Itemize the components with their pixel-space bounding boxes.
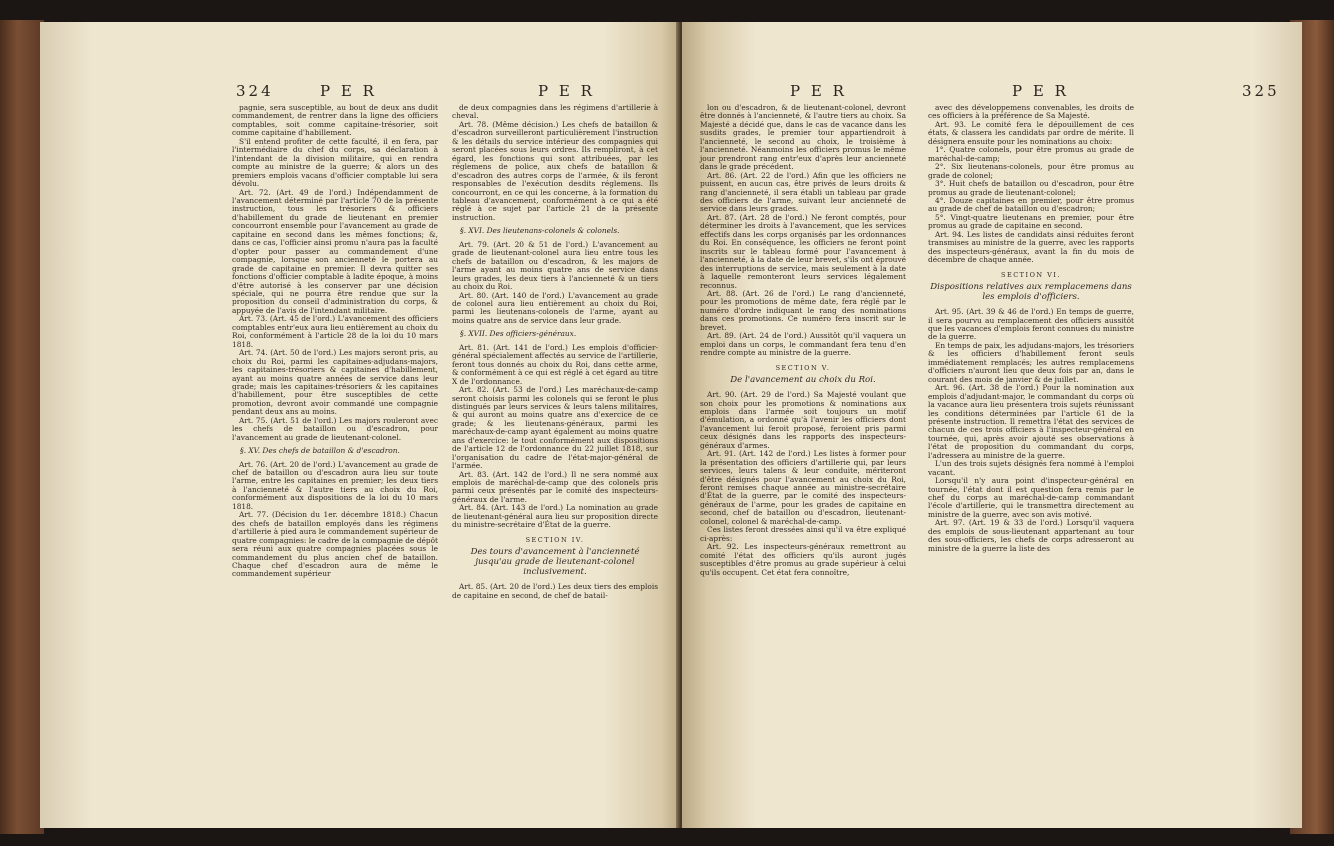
left-col2-paragraphs-end: [452, 583, 658, 600]
right-column-2: [928, 104, 1134, 553]
right-col2-paragraphs: [928, 104, 1134, 265]
paragraph: 4°. Douze capitaines en premier, pour être promus au grade de chef de bataillon ou d'escadron;: [928, 195, 1134, 214]
left-running-head-1: P E R: [320, 82, 377, 100]
paragraph: Art. 90. (Art. 29 de l'ord.) Sa Majesté voulant que son choix pour les promotions & nominations aux emplois dans l'armée soit toujours un motif d'émulation, a ordonné qu'à l'avenir les officiers dont l'avancement lui feroit proposé, feroient pris parmi ceux désignés dans les rapports des inspecteurs-généraux d'armes.: [700, 390, 906, 450]
section-heading-xvi: §. XVI. Des lieutenans-colonels & colonels.: [460, 226, 620, 236]
section-heading-xvii: §. XVII. Des officiers-généraux.: [460, 329, 577, 339]
left-column-2: [452, 104, 658, 600]
section-vi-label: SECTION VI.: [1001, 270, 1061, 279]
paragraph: Art. 81. (Art. 141 de l'ord.) Les emplois d'officier-général spécialement affectés au service de l'artillerie, feront tous donnés au choix du Roi, dans cette arme, & conformément à ce qui est réglé à cet égard au titre X de l'ordonnance.: [452, 342, 659, 386]
left-running-head-2: P E R: [538, 82, 595, 100]
paragraph: Lorsqu'il n'y aura point d'inspecteur-général en tournée, l'état dont il est question fera remis par le chef du corps au maréchal-de-camp commandant l'école d'artillerie, qui le transmettra directement au ministre de la guerre, avec son avis motivé.: [928, 476, 1134, 519]
paragraph: lon ou d'escadron, & de lieutenant-colonel, devront être donnés à l'ancienneté, & l'autre tiers au choix. Sa Majesté a décidé que, dans le cas de vacance dans les susdits grades, le premier tour appartiendroit à l'ancienneté, le second au choix, le troisième à l'ancienneté. Néanmoins les officiers promus le même jour prendront rang entr'eux d'après leur ancienneté dans le grade précédent.: [700, 103, 906, 172]
section-iv-title: Des tours d'avancement à l'ancienneté jusqu'au grade de lieutenant-colonel inclusivement.: [470, 547, 640, 578]
paragraph: Art. 76. (Art. 20 de l'ord.) L'avancement au grade de chef de bataillon ou d'escadron aura lieu sur toute l'arme, entre les capitaines en premier; les deux tiers à l'ancienneté & l'autre tiers au choix du Roi, conformément aux dispositions de la loi du 10 mars 1818.: [232, 459, 438, 511]
right-running-head-2: P E R: [1012, 82, 1069, 100]
paragraph: Art. 75. (Art. 51 de l'ord.) Les majors rouleront avec les chefs de bataillon ou d'escadron, pour l'avancement au grade de lieutenant-colonel.: [232, 415, 438, 442]
paragraph: Art. 72. (Art. 49 de l'ord.) Indépendamment de l'avancement déterminé par l'article 70 de la présente instruction, tous les trésoriers & officiers d'habillement du grade de lieutenant en premier concourront ensemble pour l'avancement au grade de capitaine en second dans les mêmes fonctions; &, dans ce cas, l'officier ainsi promu n'aura pas la faculté d'opter pour passer au commandement d'une compagnie, lorsque son ancienneté le portera au grade de capitaine en premier. Il devra quitter ses fonctions d'officier comptable à ladite époque, à moins d'être autorisé à les conserver par une décision spéciale, qui ne pourra être rendue que sur la proposition du conseil d'administration du corps, & appuyée de l'avis de l'intendant militaire.: [232, 187, 438, 315]
paragraph: L'un des trois sujets désignés fera nommé à l'emploi vacant.: [928, 459, 1134, 477]
paragraph: Art. 94. Les listes de candidats ainsi réduites feront transmises au ministre de la guerre, avec les rapports des inspecteurs-généraux, avant la fin du mois de décembre de chaque année.: [928, 229, 1134, 265]
paragraph: Art. 74. (Art. 50 de l'ord.) Les majors seront pris, au choix du Roi, parmi les capitaines-adjudans-majors, les capitaines-trésoriers & capitaines d'habillement, ayant au moins quatre années de service dans leur grade; mais les capitaines-trésoriers & les capitaines d'habillement, pour être susceptibles de cette promotion, devront avoir commandé une compagnie pendant deux ans au moins.: [232, 348, 438, 417]
left-page-number: 324: [236, 82, 274, 100]
left-col2-paragraphs-after: [452, 344, 658, 530]
paragraph: Art. 89. (Art. 24 de l'ord.) Aussitôt qu'il vaquera un emploi dans un corps, le commandant fera tenu d'en rendre compte au ministre de la guerre.: [700, 331, 906, 358]
left-col1-paragraphs: [232, 104, 438, 442]
right-col1-paragraphs-after: [700, 391, 906, 577]
right-col2-paragraphs-after: [928, 308, 1134, 553]
left-column-1: [232, 104, 438, 579]
section-v-label: SECTION V.: [775, 363, 831, 372]
paragraph: Art. 91. (Art. 142 de l'ord.) Les listes à former pour la présentation des officiers d'artillerie qui, par leurs services, leurs talens & leur conduite, mériteront d'être désignés pour l'avancement au choix du Roi, feront remises chaque année au ministre-secrétaire d'État de la guerre, par le comité des inspecteurs-généraux de l'arme, pour les grades de capitaine en second, chef de bataillon ou d'escadron, lieutenant-colonel, colonel & maréchal-de-camp.: [700, 449, 906, 526]
paragraph: 2°. Six lieutenans-colonels, pour être promus au grade de colonel;: [928, 162, 1134, 180]
left-col2-paragraphs: [452, 104, 658, 222]
paragraph: Ces listes feront dressées ainsi qu'il va être expliqué ci-après:: [700, 525, 906, 543]
paragraph: Art. 92. Les inspecteurs-généraux remettront au comité l'état des officiers qu'ils auront jugés susceptibles d'être promus au grade supérieur à celui qu'ils occupent. Cet état fera connoître,: [700, 542, 906, 577]
paragraph: Art. 87. (Art. 28 de l'ord.) Ne feront comptés, pour déterminer les droits à l'avancement, que les services effectifs dans les corps organisés par les ordonnances du Roi. En conséquence, les officiers ne feront point inscrits sur le tableau formé pour l'avancement à l'ancienneté, à la date de leur brevet, s'ils ont éprouvé des interruptions de service, mais seulement à la date à laquelle remonteront leurs services légalement reconnus.: [700, 212, 906, 290]
paragraph: Art. 88. (Art. 26 de l'ord.) Le rang d'ancienneté, pour les promotions de même date, fera réglé par le numéro d'ordre indiquant le rang des nominations dans ces promotions. Ce numéro fera inscrit sur le brevet.: [700, 288, 906, 332]
paragraph: Art. 73. (Art. 45 de l'ord.) L'avancement des officiers comptables entr'eux aura lieu entièrement au choix du Roi, conformément à l'article 28 de la loi du 10 mars 1818.: [232, 314, 438, 349]
section-v-title: De l'avancement au choix du Roi.: [730, 375, 876, 386]
paragraph: Art. 85. (Art. 20 de l'ord.) Les deux tiers des emplois de capitaine en second, de chef de batail-: [452, 582, 658, 600]
right-page-number: 325: [1242, 82, 1280, 100]
paragraph: Art. 80. (Art. 140 de l'ord.) L'avancement au grade de colonel aura lieu entièrement au choix du Roi, parmi les lieutenans-colonels de l'arme, ayant au moins quatre ans de service dans leur grade.: [452, 290, 658, 325]
paragraph: Art. 86. (Art. 22 de l'ord.) Afin que les officiers ne puissent, en aucun cas, être privés de leurs droits & rang d'ancienneté, il sera établi un tableau par grade des officiers de l'arme, suivant leur ancienneté de service dans leurs grades.: [700, 170, 906, 214]
paragraph: Art. 97. (Art. 19 & 33 de l'ord.) Lorsqu'il vaquera des emplois de sous-lieutenant appartenant au tour des sous-officiers, les chefs de corps adresseront au ministre de la guerre la liste des: [928, 518, 1134, 553]
right-running-head-1: P E R: [790, 82, 847, 100]
left-page: [40, 22, 680, 828]
left-col2-paragraphs-mid: [452, 241, 658, 326]
paragraph: avec des développemens convenables, les droits de ces officiers à la préférence de Sa Majesté.: [928, 103, 1134, 121]
right-column-1: [700, 104, 906, 577]
paragraph: S'il entend profiter de cette faculté, il en fera, par l'intermédiaire du chef du corps, sa déclaration à l'intendant de la division militaire, qui en rendra compte au ministre de la guerre; & alors un des premiers emplois vacans d'officier comptable lui sera dévolu.: [232, 136, 438, 189]
paragraph: Art. 77. (Décision du 1er. décembre 1818.) Chacun des chefs de bataillon employés dans les régimens d'artillerie à pied aura le commandement supérieur de quatre compagnies: le cadre de la compagnie de dépôt sera réuni aux quatre compagnies placées sous le commandement du plus ancien chef de bataillon. Chaque chef d'escadron aura de même le commandement supérieur: [232, 510, 438, 579]
section-heading-xv: §. XV. Des chefs de bataillon & d'escadron.: [240, 446, 400, 456]
paragraph: Art. 78. (Même décision.) Les chefs de bataillon & d'escadron surveilleront particulièrement l'instruction & les détails du service intérieur des compagnies qui seront placées sous leurs ordres. Ils rempliront, à cet égard, les fonctions qui sont attribuées, par les réglemens de police, aux chefs de bataillon & d'escadron des autres corps de l'armée, & ils feront responsables de l'exécution desdits réglemens. Ils concourront, en ce qui les concerne, à la formation du tableau d'avancement, conformément à ce qui a été réglé à ce sujet par l'article 21 de la présente instruction.: [452, 119, 658, 222]
paragraph: En temps de paix, les adjudans-majors, les trésoriers & les officiers d'habillement feront seuls immédiatement remplacés; les autres remplacemens d'officiers n'auront lieu que deux fois par an, dans le courant des mois de janvier & de juillet.: [928, 340, 1134, 384]
paragraph: Art. 93. Le comité fera le dépouillement de ces états, & classera les candidats par ordre de mérite. Il désignera ensuite pour les nominations au choix:: [928, 119, 1134, 146]
section-vi-title: Dispositions relatives aux remplacemens dans les emplois d'officiers.: [930, 282, 1132, 303]
paragraph: Art. 83. (Art. 142 de l'ord.) Il ne sera nommé aux emplois de maréchal-de-camp que des colonels pris parmi ceux présentés par le comité des inspecteurs-généraux de l'arme.: [452, 469, 658, 504]
left-col1-paragraphs-after: [232, 461, 438, 579]
right-col1-paragraphs: [700, 104, 906, 358]
section-iv-label: SECTION IV.: [525, 535, 585, 544]
right-page: [682, 22, 1302, 828]
paragraph: Art. 84. (Art. 143 de l'ord.) La nomination au grade de lieutenant-général aura lieu sur proposition directe du ministre-secrétaire d'État de la guerre.: [452, 503, 658, 530]
paragraph: 1°. Quatre colonels, pour être promus au grade de maréchal-de-camp;: [928, 145, 1134, 163]
paragraph: Art. 95. (Art. 39 & 46 de l'ord.) En temps de guerre, il sera pourvu au remplacement des officiers aussitôt que les vacances d'emplois feront connues du ministre de la guerre.: [928, 307, 1134, 342]
paragraph: de deux compagnies dans les régimens d'artillerie à cheval.: [452, 103, 658, 121]
paragraph: 3°. Huit chefs de bataillon ou d'escadron, pour être promus au grade de lieutenant-colonel;: [928, 179, 1134, 197]
paragraph: Art. 79. (Art. 20 & 51 de l'ord.) L'avancement au grade de lieutenant-colonel aura lieu entre tous les chefs de bataillon ou d'escadron, & les majors de l'arme ayant au moins quatre ans de service dans leurs grades, les deux tiers à l'ancienneté & un tiers au choix du Roi.: [452, 239, 658, 292]
book-cover-left: [0, 20, 44, 834]
paragraph: pagnie, sera susceptible, au bout de deux ans dudit commandement, de rentrer dans la ligne des officiers comptables, soit comme capitaine-trésorier, soit comme capitaine d'habillement.: [232, 103, 438, 138]
paragraph: 5°. Vingt-quatre lieutenans en premier, pour être promus au grade de capitaine en second.: [928, 212, 1134, 231]
paragraph: Art. 96. (Art. 38 de l'ord.) Pour la nomination aux emplois d'adjudant-major, le commandant du corps où la vacance aura lieu présentera trois sujets réunissant les conditions déterminées par l'article 61 de la présente instruction. Il remettra l'état des services de chacun de ces trois officiers à l'inspecteur-général en tournée, qui, après avoir ajouté ses observations à l'état de proposition du commandant du corps, l'adressera au ministre de la guerre.: [928, 383, 1134, 460]
paragraph: Art. 82. (Art. 53 de l'ord.) Les maréchaux-de-camp seront choisis parmi les colonels qui se feront le plus distingués par leurs services & leurs talens militaires, & qui auront au moins quatre ans d'exercice de ce grade; & les lieutenans-généraux, parmi les maréchaux-de-camp ayant également au moins quatre ans d'exercice: le tout conformément aux dispositions de l'article 12 de l'ordonnance du 22 juillet 1818, sur l'organisation du cadre de l'état-major-général de l'armée.: [452, 385, 658, 471]
